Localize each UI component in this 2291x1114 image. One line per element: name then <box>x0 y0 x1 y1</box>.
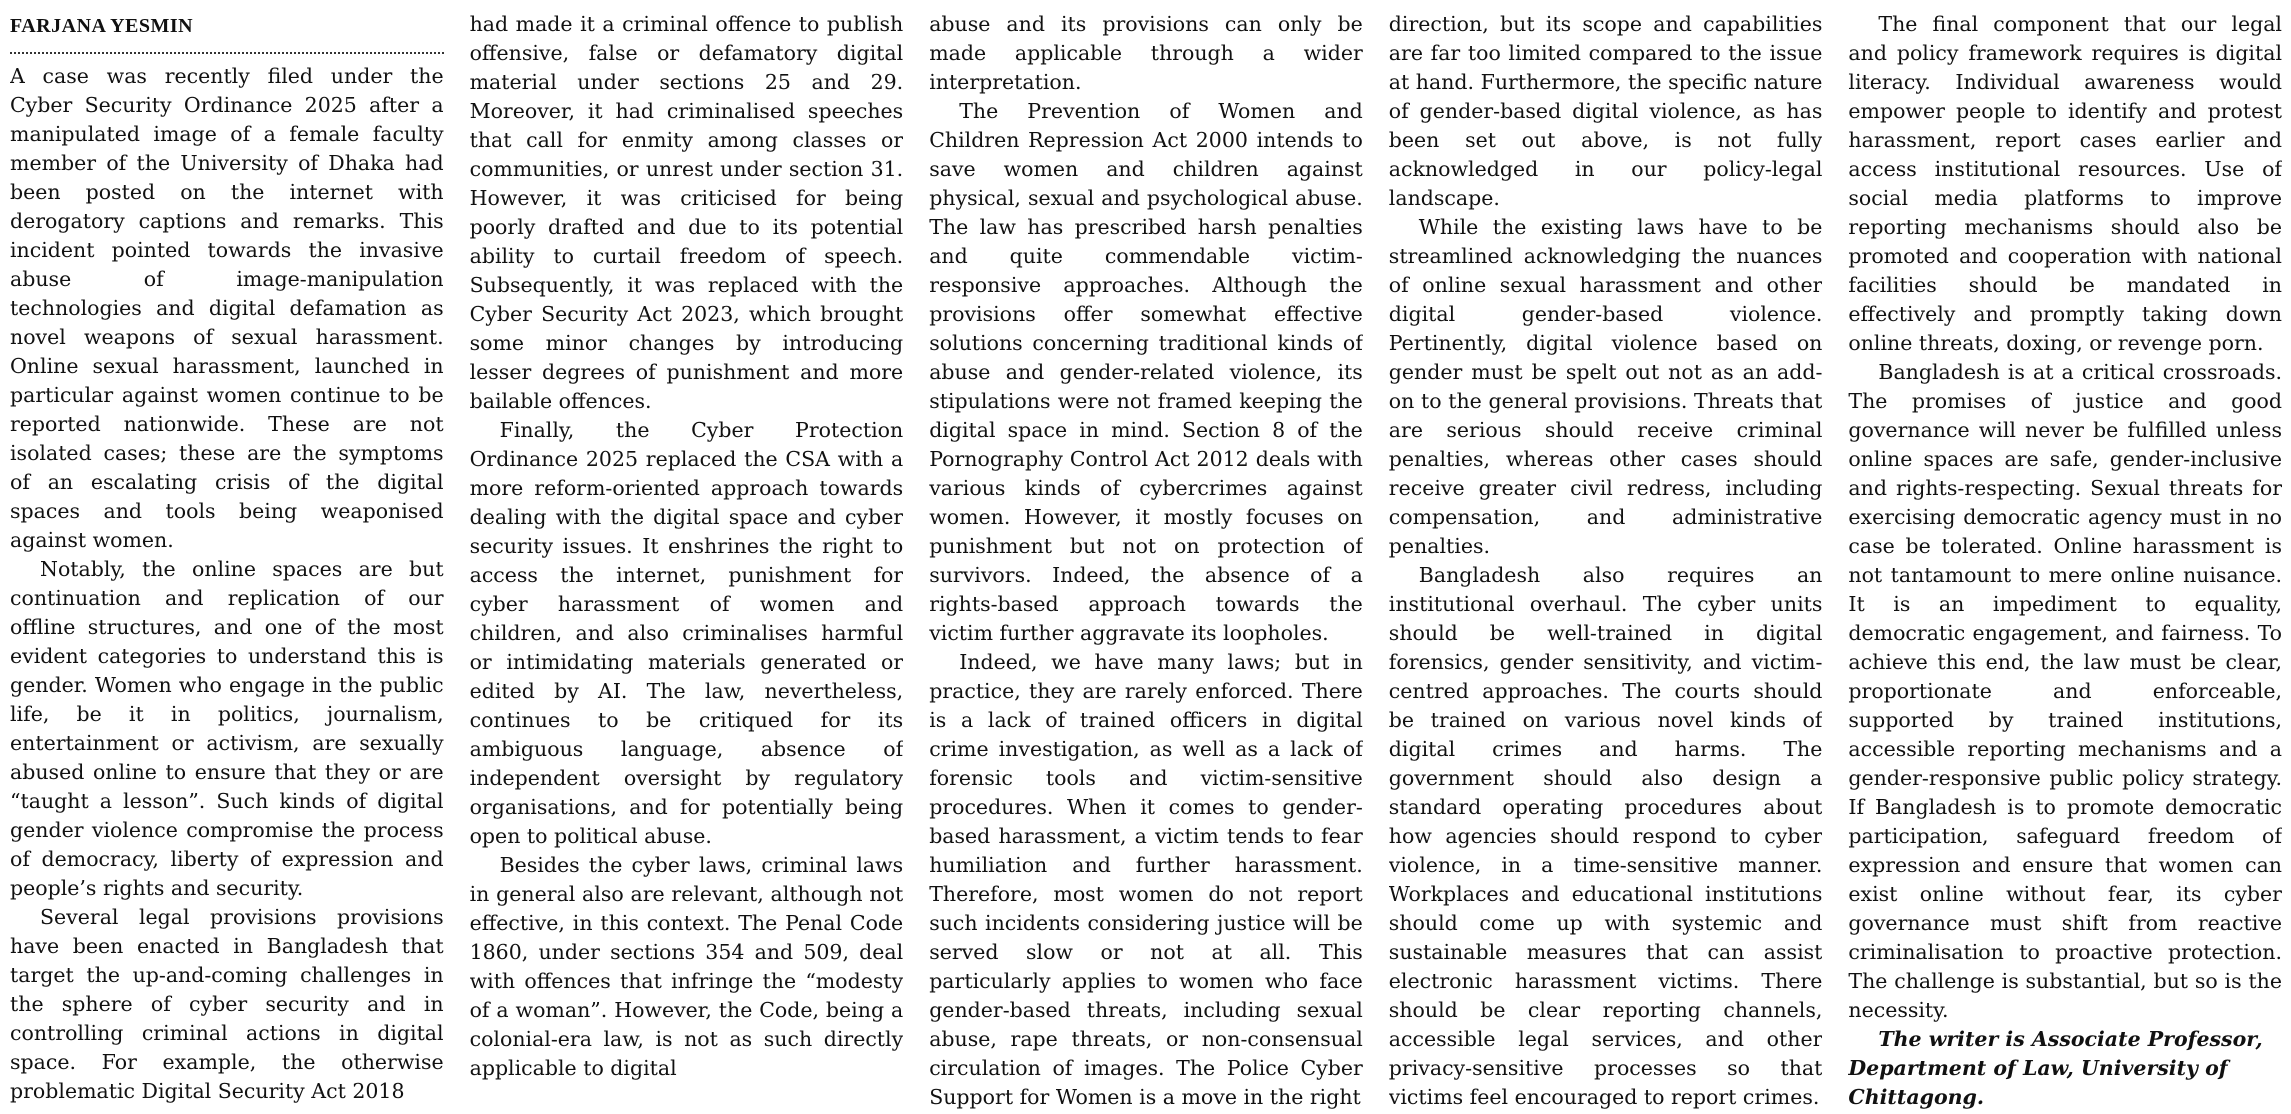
paragraph: Besides the cyber laws, criminal laws in general also are relevant, although not effective, in this context. The Penal Code 1860, under sections 354 and 509, deal with offences that infringe the “modesty of a woman”. However, the Code, being a colonial-era law, is not as such directly applicable to digital <box>469 853 904 1080</box>
paragraph: had made it a criminal offence to publish offensive, false or defamatory digital material under sections 25 and 29. Moreover, it had criminalised speeches that call for enmity among classes or communities, or unrest under section 31. However, it was criticised for being poorly drafted and due to its potential ability to curtail freedom of speech. Subsequently, it was replaced with the Cyber Security Act 2023, which brought some minor changes by introducing lesser degrees of punishment and more bailable offences. <box>469 12 904 413</box>
paragraph: Bangladesh is at a critical crossroads. The promises of justice and good governance will never be fulfilled unless online spaces are safe, gender-inclusive and rights-respecting. Sexual threats for exercising democratic agency must in no case be tolerated. Online harassment is not tantamount to mere online nuisance. It is an impediment to equality, democratic engagement, and fairness. To achieve this end, the law must be clear, proportionate and enforceable, supported by trained institutions, accessible reporting mechanisms and a gender-responsive public policy strategy. If Bangladesh is to promote democratic participation, safeguard freedom of expression and ensure that women can exist online without fear, its cyber governance must shift from reactive criminalisation to proactive protection. The challenge is substantial, but so is the necessity. <box>1848 360 2282 1022</box>
paragraph: abuse and its provisions can only be made applicable through a wider interpretation. <box>929 12 1363 94</box>
column-1 <box>10 10 444 1110</box>
paragraph: The Prevention of Women and Children Repression Act 2000 intends to save women and children against physical, sexual and psychological abuse. The law has prescribed harsh penalties and quite commendable victim-responsive approaches. Although the provisions offer somewhat effective solutions concerning traditional kinds of abuse and gender-related violence, its stipulations were not framed keeping the digital space in mind. Section 8 of the Pornography Control Act 2012 deals with various kinds of cybercrimes against women. However, it mostly focuses on punishment but not on protection of survivors. Indeed, the absence of a rights-based approach towards the victim further aggravate its loopholes. <box>929 99 1363 645</box>
paragraph: Bangladesh also requires an institutional overhaul. The cyber units should be well-trained in digital forensics, gender sensitivity, and victim-centred approaches. The courts should be trained on various novel kinds of digital crimes and harms. The government should also design a standard operating procedures about how agencies should respond to cyber violence, in a time-sensitive manner. Workplaces and educational institutions should come up with systemic and sustainable measures that can assist electronic harassment victims. There should be clear reporting channels, accessible legal services, and other privacy-sensitive processes so that victims feel encouraged to report crimes. <box>1388 563 1823 1109</box>
paragraph: Finally, the Cyber Protection Ordinance 2025 replaced the CSA with a more reform-oriented approach towards dealing with the digital space and cyber security issues. It enshrines the right to access the internet, punishment for cyber harassment of women and children, and also criminalises harmful or intimidating materials generated or edited by AI. The law, nevertheless, continues to be critiqued for its ambiguous language, absence of independent oversight by regulatory organisations, and for potentially being open to political abuse. <box>469 418 904 848</box>
paragraph: direction, but its scope and capabilities are far too limited compared to the issue at hand. Furthermore, the specific nature of gender-based digital violence, as has been set out above, is not fully acknowledged in our policy-legal landscape. <box>1388 12 1823 210</box>
paragraph: While the existing laws have to be streamlined acknowledging the nuances of online sexual harassment and other digital gender-based violence. Pertinently, digital violence based on gender must be spelt out not as an add-on to the general provisions. Threats that are serious should receive criminal penalties, whereas other cases should receive greater civil redress, including compensation, and administrative penalties. <box>1388 215 1823 558</box>
author-footnote: The writer is Associate Professor, Department of Law, University of Chittagong. <box>1848 1027 2263 1109</box>
paragraph: Indeed, we have many laws; but in practice, they are rarely enforced. There is a lack of trained officers in digital crime investigation, as well as a lack of forensic tools and victim-sensitive procedures. When it comes to gender-based harassment, a victim tends to fear humiliation and further harassment. Therefore, most women do not report such incidents considering justice will be served slow or not at all. This particularly applies to women who face gender-based threats, including sexual abuse, rape threats, or non-consensual circulation of images. The Police Cyber Support for Women is a move in the right <box>929 650 1363 1109</box>
paragraph: Several legal provisions provisions have been enacted in Bangladesh that target the up-and-coming challenges in the sphere of cyber security and in controlling criminal actions in digital space. For example, the otherwise problematic Digital Security Act 2018 <box>10 905 444 1103</box>
paragraph: Notably, the online spaces are but continuation and replication of our offline structures, and one of the most evident categories to understand this is gender. Women who engage in the public life, be it in politics, journalism, entertainment or activism, are sexually abused online to ensure that they or are “taught a lesson”. Such kinds of digital gender violence compromise the process of democracy, liberty of expression and people’s rights and security. <box>10 557 444 900</box>
paragraph: A case was recently filed under the Cyber Security Ordinance 2025 after a manipulated image of a female faculty member of the University of Dhaka had been posted on the internet with derogatory captions and remarks. This incident pointed towards the invasive abuse of image-manipulation technologies and digital defamation as novel weapons of sexual harassment. Online sexual harassment, launched in particular against women continue to be reported nationwide. These are not isolated cases; these are the symptoms of an escalating crisis of the digital spaces and tools being weaponised against women. <box>10 64 444 552</box>
column-2 <box>470 10 904 1110</box>
byline: FARJANA YESMIN <box>10 15 194 37</box>
article-body <box>10 10 2282 1110</box>
column-5 <box>1848 10 2282 1110</box>
column-4 <box>1389 10 1823 1110</box>
column-3 <box>929 10 1363 1110</box>
paragraph: The final component that our legal and policy framework requires is digital literacy. Individual awareness would empower people to identify and protest harassment, report cases earlier and access institutional resources. Use of social media platforms to improve reporting mechanisms should also be promoted and cooperation with national facilities should be mandated in effectively and promptly taking down online threats, doxing, or revenge porn. <box>1848 12 2282 355</box>
byline-divider <box>10 52 444 54</box>
